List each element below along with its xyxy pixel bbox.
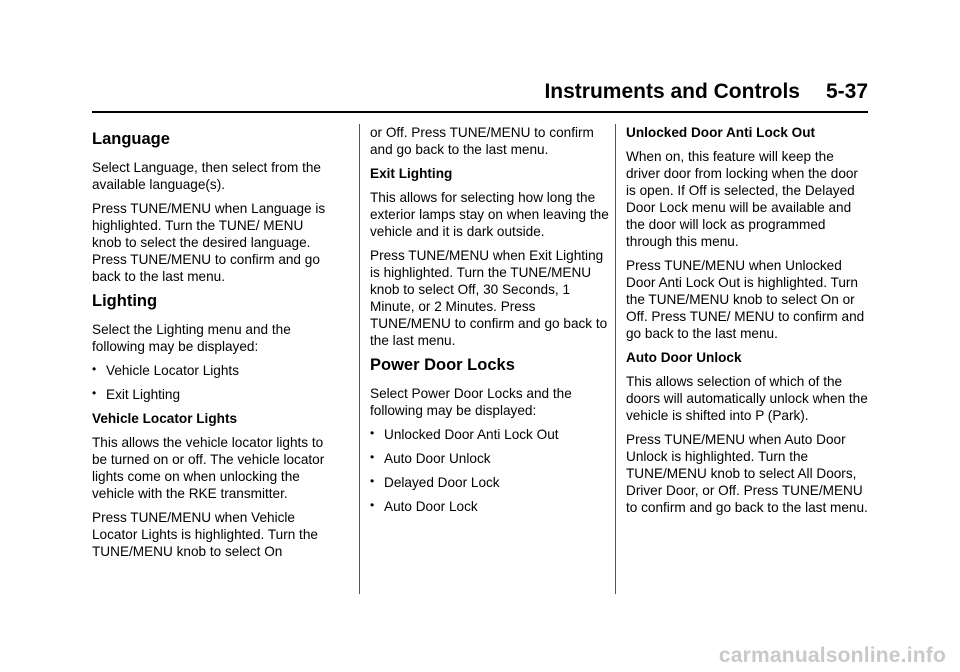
paragraph: This allows for selecting how long the exterior lamps stay on when leaving the vehicle and it is dark outside.	[370, 190, 609, 239]
column-2	[370, 124, 612, 522]
page-number: 5-37	[825, 80, 868, 103]
heading-lighting: Lighting	[92, 292, 158, 310]
page-header	[544, 80, 868, 104]
bullet-icon: •	[92, 362, 97, 376]
watermark: carmanualsonline.info	[718, 644, 946, 667]
list-item: • Auto Door Unlock	[370, 450, 491, 466]
bullet-icon: •	[370, 450, 375, 464]
list-item: • Delayed Door Lock	[370, 474, 500, 490]
list-item: • Auto Door Lock	[370, 498, 478, 514]
paragraph: Select the Lighting menu and the following may be displayed:	[92, 322, 291, 354]
paragraph: Select Language, then select from the available language(s).	[92, 160, 321, 192]
column-1	[92, 124, 334, 567]
bullet-icon: •	[370, 498, 375, 512]
bullet-icon: •	[92, 386, 97, 400]
paragraph: Press TUNE/MENU when Vehicle Locator Lights is highlighted. Turn the TUNE/MENU knob to select On	[92, 510, 318, 559]
subheading-auto-door-unlock: Auto Door Unlock	[626, 350, 742, 365]
bullet-icon: •	[370, 426, 375, 440]
column-divider-2	[615, 124, 616, 594]
paragraph: Press TUNE/MENU when Language is highlighted. Turn the TUNE/ MENU knob to select the desired language. Press TUNE/MENU to confirm and go back to the last menu.	[92, 201, 326, 284]
list-item: • Vehicle Locator Lights	[92, 362, 240, 378]
heading-language: Language	[92, 130, 170, 148]
paragraph: Press TUNE/MENU when Exit Lighting is highlighted. Turn the TUNE/MENU knob to select Off, 30 Seconds, 1 Minute, or 2 Minutes. Press TUNE/MENU to confirm and go back to the last menu.	[370, 248, 608, 348]
column-3	[626, 124, 868, 523]
bullet-list	[370, 426, 612, 515]
paragraph: This allows the vehicle locator lights to be turned on or off. The vehicle locator lights come on when unlocking the vehicle with the RKE transmitter.	[92, 435, 325, 501]
bullet-icon: •	[370, 474, 375, 488]
paragraph: Press TUNE/MENU when Unlocked Door Anti Lock Out is highlighted. Turn the TUNE/MENU knob to select On or Off. Press TUNE/ MENU to confirm and go back to the last menu.	[626, 258, 865, 341]
paragraph: Press TUNE/MENU when Auto Door Unlock is highlighted. Turn the TUNE/MENU knob to select All Doors, Driver Door, or Off. Press TUNE/MENU to confirm and go back to the last menu.	[626, 432, 868, 515]
header-rule	[92, 111, 868, 113]
list-item: • Unlocked Door Anti Lock Out	[370, 426, 559, 442]
heading-power-door-locks: Power Door Locks	[370, 356, 515, 374]
paragraph: This allows selection of which of the doors will automatically unlock when the vehicle is shifted into P (Park).	[626, 374, 868, 423]
column-divider-1	[359, 124, 360, 594]
subheading-exit-lighting: Exit Lighting	[370, 166, 453, 181]
list-item: • Exit Lighting	[92, 386, 181, 402]
bullet-list	[92, 362, 334, 403]
paragraph: or Off. Press TUNE/MENU to confirm and go back to the last menu.	[370, 125, 594, 157]
subheading-vehicle-locator-lights: Vehicle Locator Lights	[92, 411, 238, 426]
paragraph: When on, this feature will keep the driver door from locking when the door is open. If Off is selected, the Delayed Door Lock menu will be available and the door will lock as programmed through this menu.	[626, 149, 858, 249]
subheading-unlocked-door-anti-lock-out: Unlocked Door Anti Lock Out	[626, 125, 816, 140]
section-title: Instruments and Controls	[544, 80, 800, 103]
paragraph: Select Power Door Locks and the following may be displayed:	[370, 386, 572, 418]
